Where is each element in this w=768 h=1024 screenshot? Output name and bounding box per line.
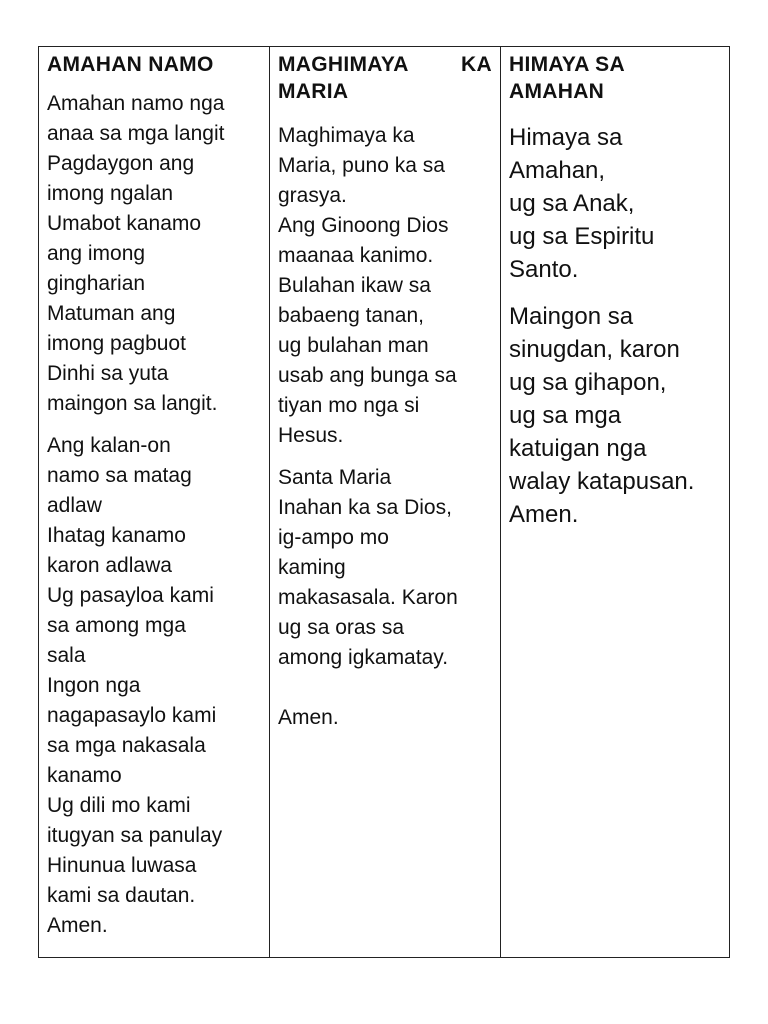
column-maghimaya-ka-maria — [269, 47, 500, 957]
column-amahan-namo — [39, 47, 269, 957]
column-himaya-sa-amahan — [500, 47, 729, 957]
amahan-namo-paragraph-1: Amahan namo nga anaa sa mga langit Pagdaygon ang imong ngalan Umabot kanamo ang imong gingharian Matuman ang imong pagbuot Dinhi sa yuta maingon sa langit. — [47, 92, 225, 415]
heading-line-2: MARIA — [278, 80, 349, 103]
heading-himaya-sa-amahan — [509, 51, 721, 105]
maghimaya-closing: Amen. — [278, 706, 339, 729]
maghimaya-paragraph-1: Maghimaya ka Maria, puno ka sa grasya. Ang Ginoong Dios maanaa kanimo. Bulahan ikaw sa babaeng tanan, ug bulahan man usab ang bunga sa tiyan mo nga si Hesus. — [278, 124, 457, 447]
heading-amahan-namo: AMAHAN NAMO — [47, 53, 214, 76]
amahan-namo-paragraph-2: Ang kalan-on namo sa matag adlaw Ihatag kanamo karon adlawa Ug pasayloa kami sa among mga sala Ingon nga nagapasaylo kami sa mga nakasala kanamo Ug dili mo kami itugyan sa panulay Hinunua luwasa kami sa dautan. Amen. — [47, 434, 223, 937]
maghimaya-paragraph-2: Santa Maria Inahan ka sa Dios, ig-ampo mo kaming makasasala. Karon ug sa oras sa among igkamatay. — [278, 466, 458, 669]
heading-line-1: HIMAYA SA — [509, 53, 625, 76]
heading-line-2: AMAHAN — [509, 80, 605, 103]
heading-line-1: MAGHIMAYA KA — [278, 53, 492, 76]
himaya-paragraph-2: Maingon sa sinugdan, karon ug sa gihapon, ug sa mga katuigan nga walay katapusan. Amen. — [509, 303, 695, 528]
himaya-paragraph-1: Himaya sa Amahan, ug sa Anak, ug sa Espiritu Santo. — [509, 124, 655, 283]
prayers-table — [38, 46, 730, 958]
heading-maghimaya-ka-maria — [278, 51, 492, 105]
